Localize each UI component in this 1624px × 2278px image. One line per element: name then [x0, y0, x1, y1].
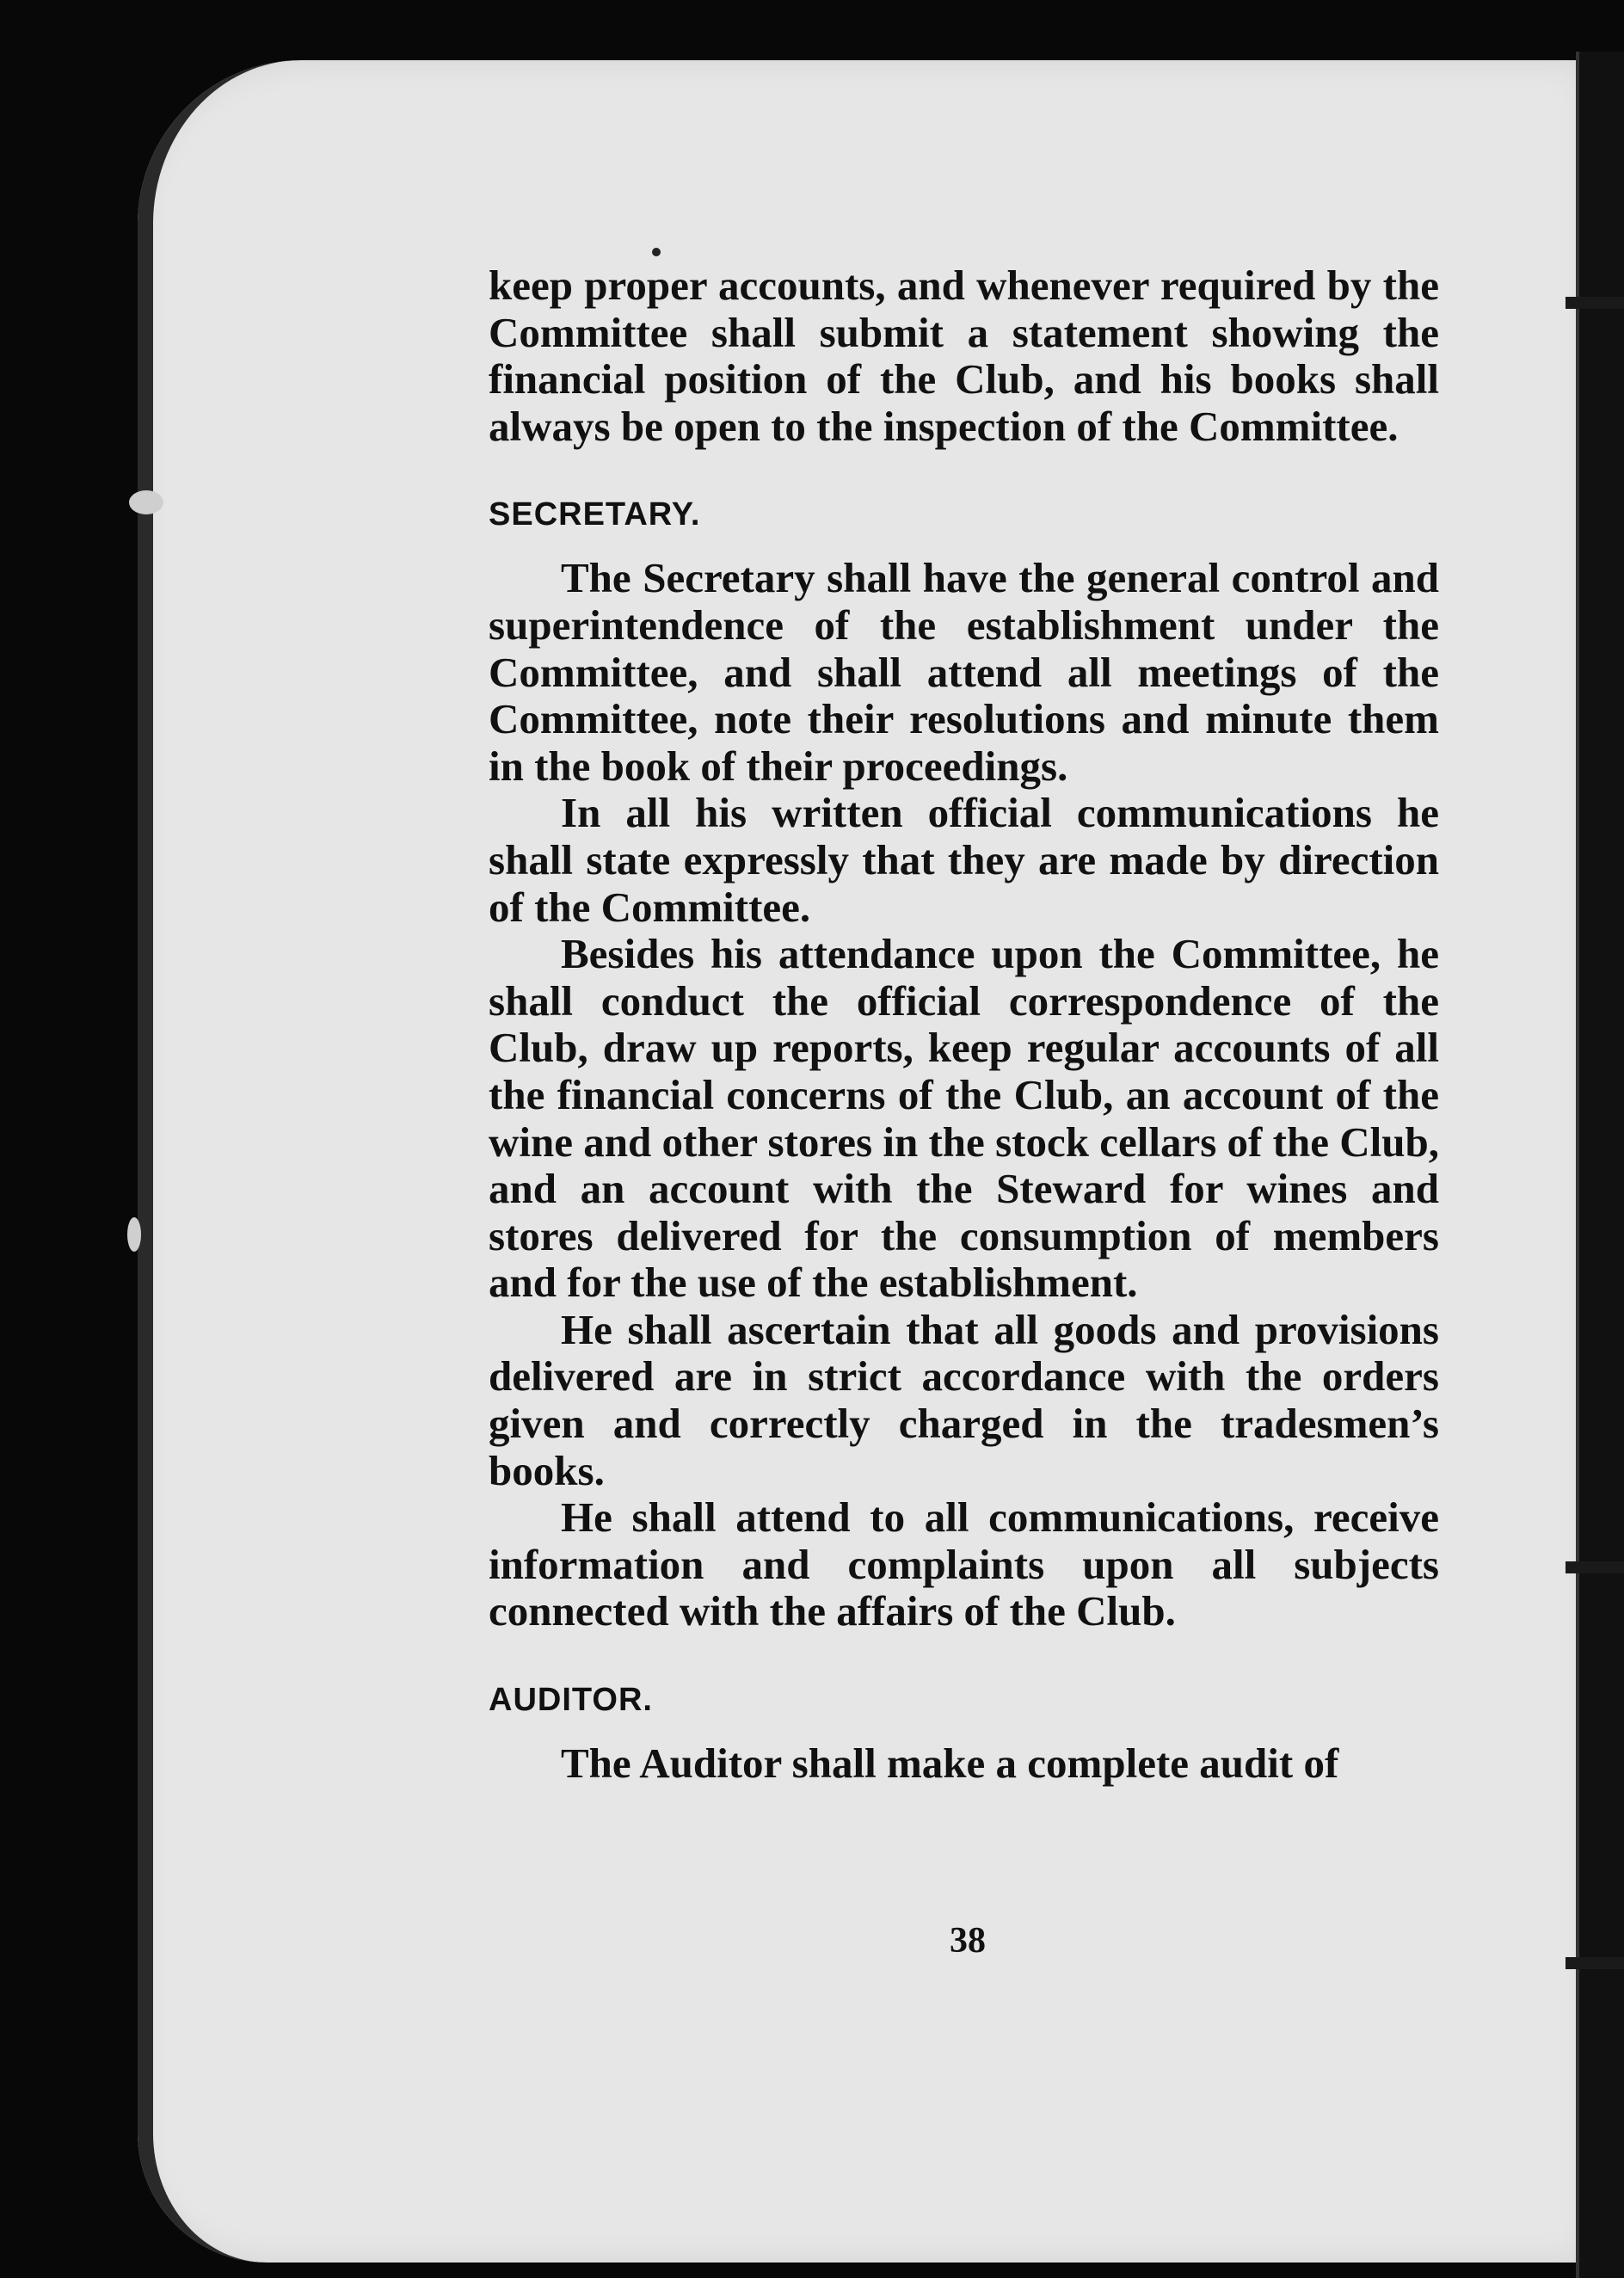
section-heading-secretary: SECRETARY.: [489, 496, 701, 533]
secretary-paragraph: Besides his attendance upon the Committee, he shall conduct the official correspondence of the Club, draw up reports, keep regular accounts of all the financial concerns of the Club, an account of the wine and other stores in the stock cellars of the Club, and an account with the Steward for wines and stores delivered for the consumption of members and for the use of the establishment.: [489, 930, 1439, 1307]
secretary-paragraph: He shall ascertain that all goods and provisions delivered are in strict accordance with the orders given and correctly charged in the tradesmen’s books.: [489, 1305, 1439, 1494]
scan-speck: [129, 490, 163, 514]
book-binding: [1576, 52, 1624, 2278]
section-heading-auditor: AUDITOR.: [489, 1682, 653, 1719]
binding-staple: [1566, 1561, 1624, 1573]
secretary-paragraph: In all his written official communications he shall state expressly that they are made by direction of the Committee.: [489, 789, 1439, 931]
auditor-paragraph: The Auditor shall make a complete audit of: [561, 1739, 1339, 1788]
page-number: 38: [950, 1921, 986, 1961]
ink-dot: [652, 248, 661, 256]
opening-paragraph: keep proper accounts, and whenever required by the Committee shall submit a statement showing the financial position of the Club, and his books shall always be open to the inspection of the Committee.: [489, 262, 1439, 450]
secretary-paragraph: He shall attend to all communications, receive information and complaints upon all subjects connected with the affairs of the Club.: [489, 1493, 1439, 1635]
binding-staple: [1566, 1957, 1624, 1969]
document-body: [489, 262, 1439, 1788]
binding-staple: [1566, 297, 1624, 309]
secretary-paragraph: The Secretary shall have the general control and superintendence of the establishment under the Committee, and shall attend all meetings of the Committee, note their resolutions and minute them in the book of their proceedings.: [489, 554, 1439, 790]
scan-speck: [127, 1217, 141, 1252]
